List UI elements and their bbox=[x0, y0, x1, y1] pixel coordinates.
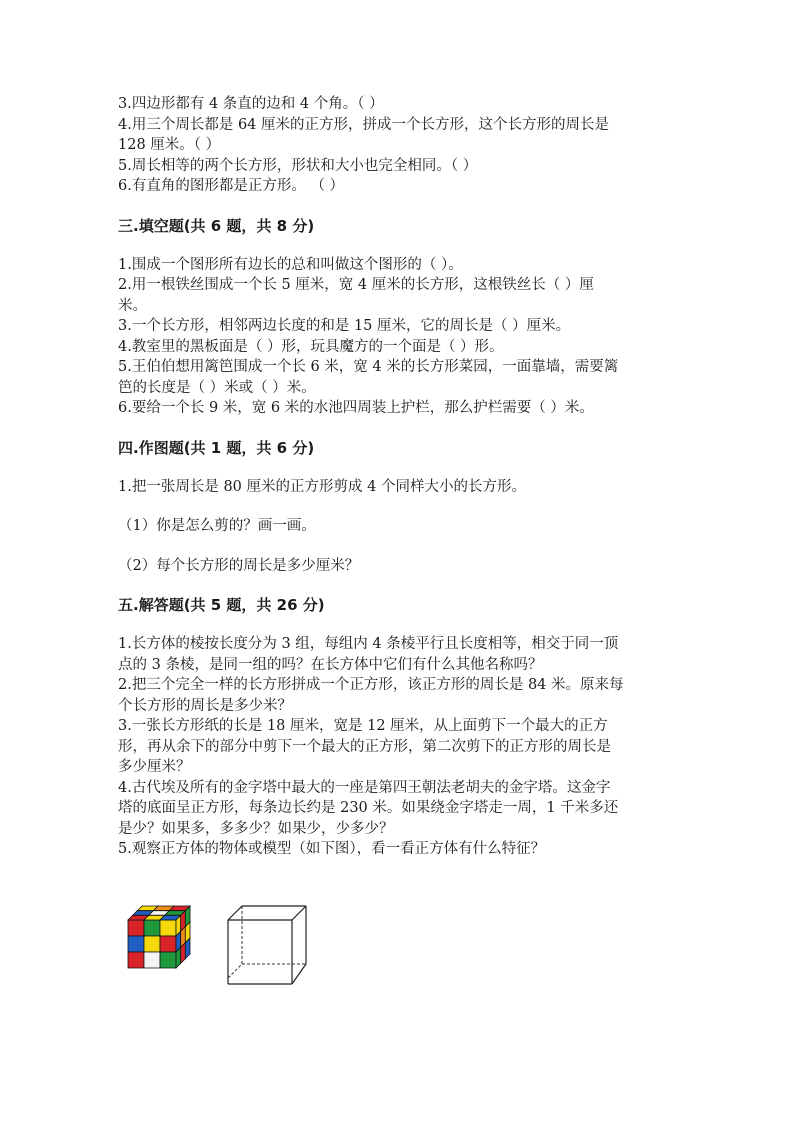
answer-item-1-line-2: 点的 3 条棱，是同一组的吗？在长方体中它们有什么其他名称吗？ bbox=[118, 656, 543, 673]
cube-figures bbox=[126, 902, 326, 982]
judge-item-4-line-1: 4.用三个周长都是 64 厘米的正方形，拼成一个长方形，这个长方形的周长是 bbox=[118, 116, 610, 133]
fill-item-4: 4.教室里的黑板面是（ ）形，玩具魔方的一个面是（ ）形。 bbox=[118, 338, 504, 355]
fill-item-1: 1.围成一个图形所有边长的总和叫做这个图形的（ ）。 bbox=[118, 256, 463, 273]
section-5-body bbox=[118, 634, 698, 860]
judge-item-3: 3.四边形都有 4 条直的边和 4 个角。（ ） bbox=[118, 96, 384, 112]
visible-edge bbox=[228, 906, 242, 920]
cube-sticker bbox=[160, 920, 176, 936]
cube-sticker bbox=[128, 920, 144, 936]
section-5-title: 五.解答题(共 5 题，共 26 分) bbox=[118, 596, 325, 614]
hidden-edge bbox=[228, 964, 242, 978]
answer-item-3-line-1: 3.一张长方形纸的长是 18 厘米，宽是 12 厘米，从上面剪下一个最大的正方 bbox=[118, 718, 608, 734]
cube-sticker bbox=[128, 952, 144, 968]
answer-item-5: 5.观察正方体的物体或模型（如下图），看一看正方体有什么特征？ bbox=[118, 841, 546, 857]
rubiks-cube-drawing bbox=[126, 902, 206, 980]
fill-item-2-line-2: 米。 bbox=[118, 297, 147, 314]
cube-sticker bbox=[144, 920, 160, 936]
wireframe-cube-image bbox=[224, 902, 324, 990]
section-3-title: 三.填空题(共 6 题，共 8 分) bbox=[118, 216, 315, 235]
wireframe-cube-drawing bbox=[224, 902, 324, 986]
draw-item-1-sub-1: （1）你是怎么剪的？画一画。 bbox=[118, 518, 316, 534]
section-3-body bbox=[118, 255, 698, 419]
fill-item-2-line-1: 2.用一根铁丝围成一个长 5 厘米，宽 4 厘米的长方形，这根铁丝长（ ）厘 bbox=[118, 277, 594, 293]
section-4-body bbox=[118, 477, 698, 577]
section-2-tail bbox=[118, 94, 698, 197]
answer-item-1-line-1: 1.长方体的棱按长度分为 3 组，每组内 4 条棱平行且长度相等，相交于同一顶 bbox=[118, 636, 619, 652]
judge-item-6: 6.有直角的图形都是正方形。 （ ） bbox=[118, 178, 345, 194]
cube-sticker bbox=[160, 952, 176, 968]
answer-item-2-line-1: 2.把三个完全一样的长方形拼成一个正方形，该正方形的周长是 84 米。原来每 bbox=[118, 677, 624, 693]
cube-sticker bbox=[144, 952, 160, 968]
visible-edge bbox=[292, 906, 306, 920]
answer-item-4-line-1: 4.古代埃及所有的金字塔中最大的一座是第四王朝法老胡夫的金字塔。这金字 bbox=[118, 779, 611, 796]
answer-item-4-line-3: 是少？如果多，多多少？如果少，少多少？ bbox=[118, 820, 394, 837]
answer-item-3-line-2: 形，再从余下的部分中剪下一个最大的正方形，第二次剪下的正方形的周长是 bbox=[118, 738, 611, 755]
fill-item-3: 3.一个长方形，相邻两边长度的和是 15 厘米，它的周长是（ ）厘米。 bbox=[118, 318, 571, 334]
worksheet-page bbox=[118, 94, 698, 860]
judge-item-5: 5.周长相等的两个长方形，形状和大小也完全相同。（ ） bbox=[118, 157, 478, 174]
answer-item-3-line-3: 多少厘米？ bbox=[118, 759, 191, 775]
judge-item-4-line-2: 128 厘米。（ ） bbox=[118, 137, 221, 153]
fill-item-6: 6.要给一个长 9 米，宽 6 米的水池四周装上护栏，那么护栏需要（ ）米。 bbox=[118, 400, 594, 416]
draw-item-1-sub-2: （2）每个长方形的周长是多少厘米？ bbox=[118, 557, 360, 574]
fill-item-5-line-1: 5.王伯伯想用篱笆围成一个长 6 米，宽 4 米的长方形菜园，一面靠墙，需要篱 bbox=[118, 359, 619, 375]
draw-item-1: 1.把一张周长是 80 厘米的正方形剪成 4 个同样大小的长方形。 bbox=[118, 478, 526, 495]
cube-sticker bbox=[160, 936, 176, 952]
answer-item-2-line-2: 个长方形的周长是多少米？ bbox=[118, 697, 292, 714]
rubiks-cube-image bbox=[126, 902, 206, 984]
cube-sticker bbox=[144, 936, 160, 952]
cube-sticker bbox=[128, 936, 144, 952]
fill-item-5-line-2: 笆的长度是（ ）米或（ ）米。 bbox=[118, 379, 316, 396]
answer-item-4-line-2: 塔的底面呈正方形，每条边长约是 230 米。如果绕金字塔走一周，1 千米多还 bbox=[118, 800, 619, 816]
visible-edge bbox=[292, 964, 306, 984]
section-4-title: 四.作图题(共 1 题，共 6 分) bbox=[118, 438, 315, 457]
